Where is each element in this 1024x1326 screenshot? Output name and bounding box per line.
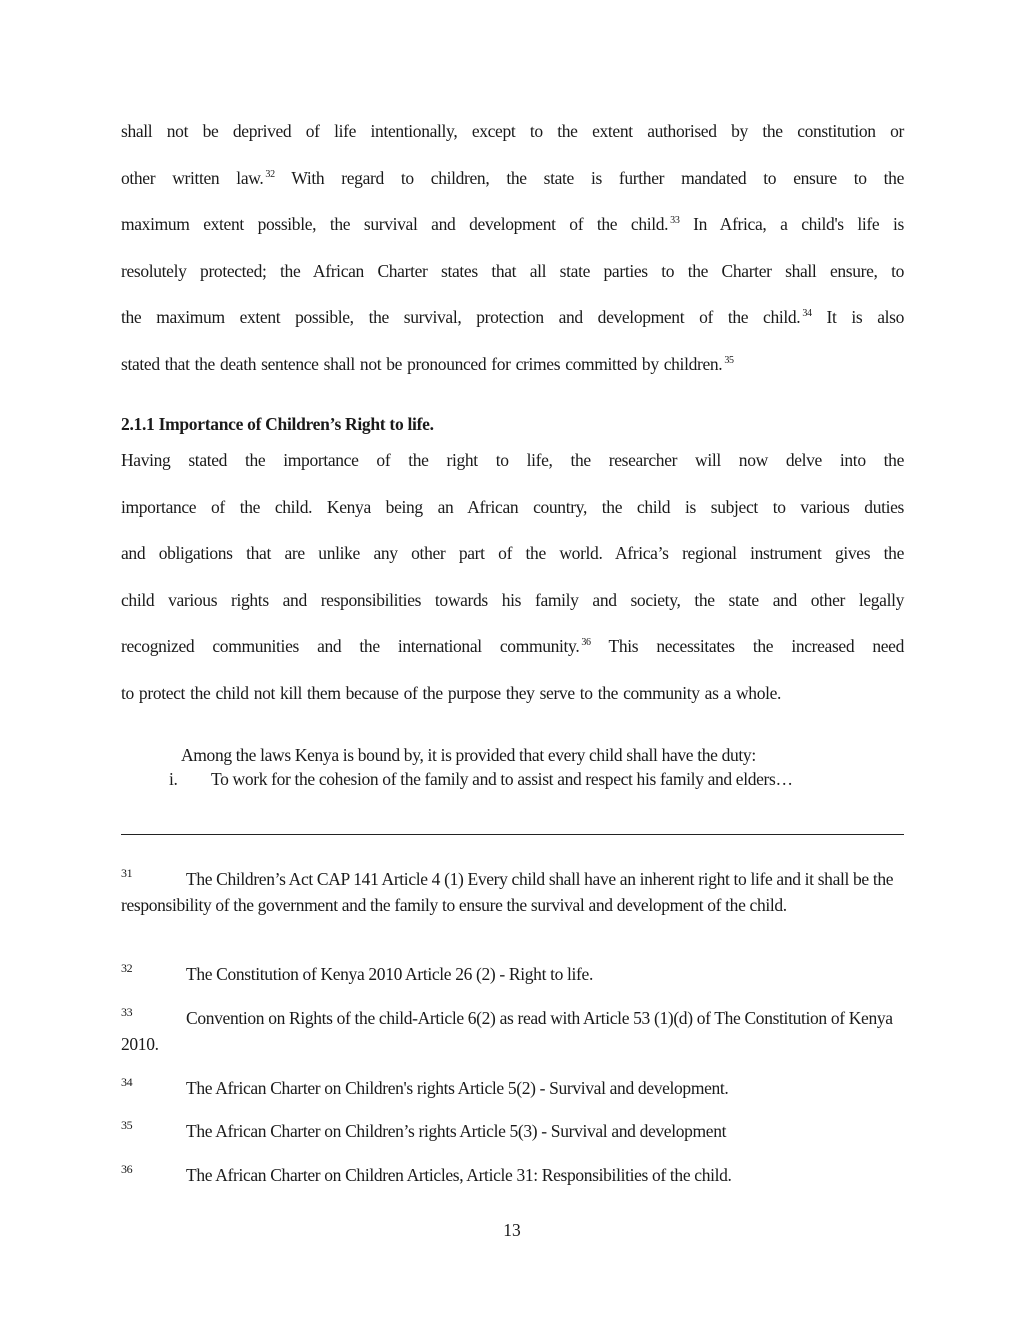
footnote-number: 36 (121, 1162, 133, 1176)
footnote-number: 34 (121, 1075, 133, 1089)
paragraph-line: other written law. $^{32}$ With regard to children, the state is further mandated to ensure to the (121, 167, 905, 188)
paragraph-importance-of-child (121, 437, 904, 716)
paragraph-line: importance of the child. Kenya being an African country, the child is subject to various duties (121, 496, 904, 517)
paragraph-line: Having stated the importance of the right to life, the researcher will now delve into the (121, 450, 904, 470)
footnote-text: The African Charter on Children’s rights Article 5(3) - Survival and development (186, 1121, 727, 1141)
footnote-ref-32[interactable]: 32 (265, 168, 275, 180)
footnote-text: The Constitution of Kenya 2010 Article 26 (2) - Right to life. (186, 964, 593, 984)
paragraph-line: recognized communities and the international community. $^{36}$ This necessitates the increased need (121, 636, 904, 656)
footnote-31 (121, 866, 904, 918)
footnote-number: 35 (121, 1118, 133, 1132)
footnote-ref-35[interactable]: 35 (724, 354, 734, 366)
list-item-number: i. (169, 769, 178, 789)
footnote-ref-34[interactable]: 34 (802, 308, 812, 319)
footnote-ref-33[interactable]: 33 (670, 215, 680, 226)
footnote-35 (121, 1118, 904, 1144)
footnote-36 (121, 1162, 904, 1188)
page-number: 13 (503, 1220, 521, 1240)
paragraph-line: resolutely protected; the African Charter states that all state parties to the Charter shall ensure, to (121, 260, 904, 281)
footnote-number: 31 (121, 866, 133, 880)
section-heading: 2.1.1 Importance of Children’s Right to life. (121, 414, 434, 434)
footnote-ref-36[interactable]: 36 (581, 637, 591, 648)
footnote-separator (121, 834, 904, 835)
quote-intro: Among the laws Kenya is bound by, it is provided that every child shall have the duty: (181, 745, 756, 765)
footnote-34 (121, 1075, 904, 1101)
footnote-number: 33 (121, 1005, 133, 1019)
quote-list-item (169, 767, 904, 791)
paragraph-line: child various rights and responsibilities towards his family and society, the state and other legally (121, 589, 904, 610)
footnote-text: The African Charter on Children's rights Article 5(2) - Survival and development. (186, 1078, 729, 1098)
footnote-number: 32 (121, 961, 133, 975)
paragraph-right-to-life (121, 108, 904, 387)
paragraph-line: stated that the death sentence shall not be pronounced for crimes committed by children. $^{35}$ (121, 353, 734, 374)
footnote-text: Convention on Rights of the child-Article 6(2) as read with Article 53 (1)(d) of The Constitution of Kenya 2010. (121, 1008, 893, 1054)
list-item-text: To work for the cohesion of the family and to assist and respect his family and elders… (211, 769, 793, 789)
footnote-text: The Children’s Act CAP 141 Article 4 (1) Every child shall have an inherent right to life and it shall be the responsibility of the government and the family to ensure the survival and development of the child. (121, 869, 894, 915)
footnote-33 (121, 1005, 904, 1057)
footnote-32 (121, 961, 904, 987)
footnote-text: The African Charter on Children Articles, Article 31: Responsibilities of the child. (186, 1165, 732, 1185)
paragraph-line: the maximum extent possible, the survival, protection and development of the child. $^{34}$ It is also (121, 307, 904, 327)
paragraph-line: and obligations that are unlike any other part of the world. Africa’s regional instrument gives the (121, 543, 904, 563)
paragraph-line: maximum extent possible, the survival and development of the child. $^{33}$ In Africa, a child's life is (121, 214, 905, 234)
paragraph-line: shall not be deprived of life intentionally, except to the extent authorised by the constitution or (121, 121, 904, 141)
paragraph-line: to protect the child not kill them because of the purpose they serve to the community as a whole. (121, 682, 782, 703)
